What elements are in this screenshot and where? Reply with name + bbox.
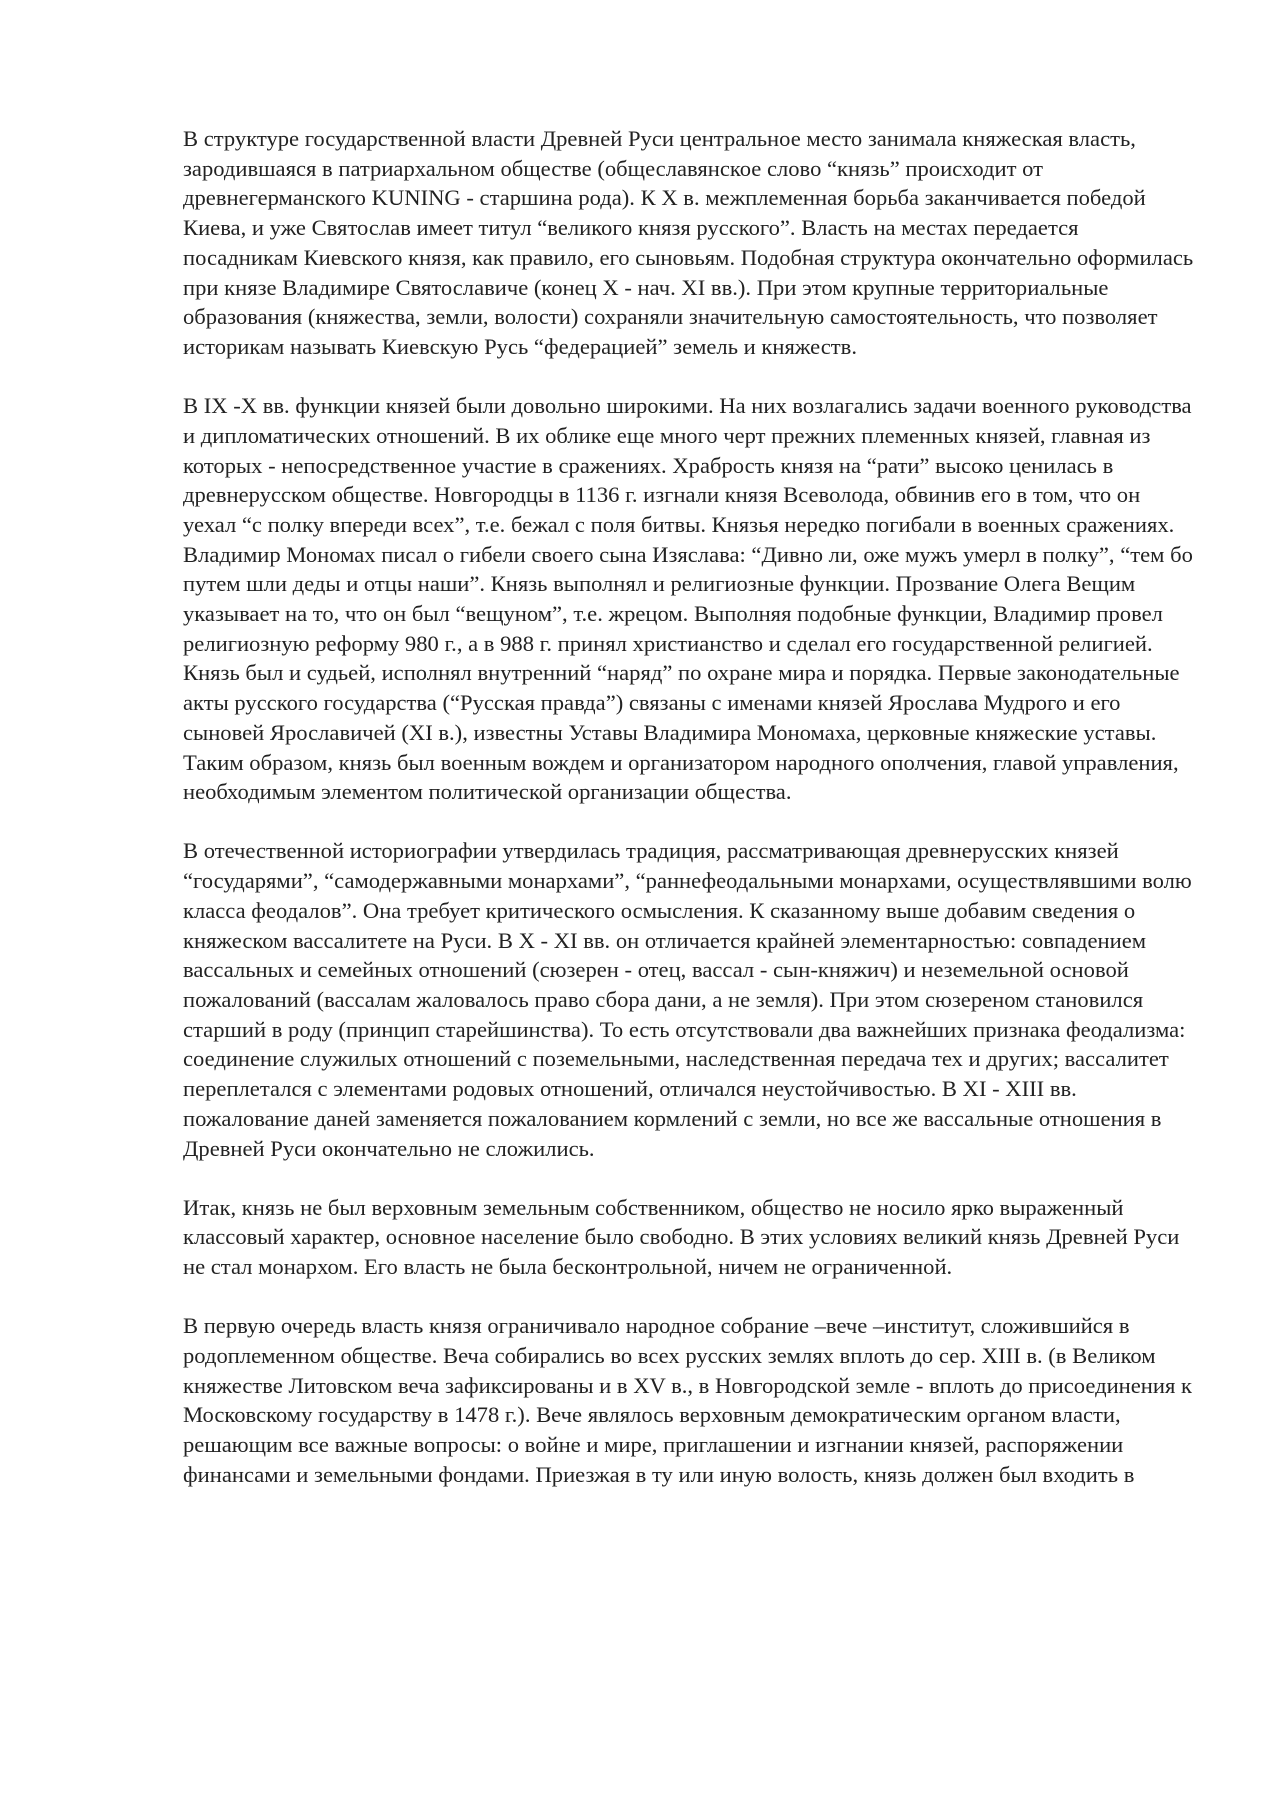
paragraph-veche: В первую очередь власть князя ограничивало народное собрание –вече –институт, сложившийся в родоплеменном обществе. Веча собирались во всех русских землях вплоть до сер. XIII в. (в Великом княжестве Литовском веча зафиксированы и в XV в., в Новгородской земле - вплоть до присоединения к Московскому государству в 1478 г.). Вече являлось верховным демократическим органом власти, решающим все важные вопросы: о войне и мире, приглашении и изгнании князей, распоряжении финансами и земельными фондами. Приезжая в ту или иную волость, князь должен был входить в [183,1313,1193,1487]
paragraph-conclusion: Итак, князь не был верховным земельным собственником, общество не носило ярко выраженный классовый характер, основное население было свободно. В этих условиях великий князь Древней Руси не стал монархом. Его власть не была бесконтрольной, ничем не ограниченной. [183,1194,1180,1280]
paragraph-prince-functions: В IX -X вв. функции князей были довольно широкими. На них возлагались задачи военного руководства и дипломатических отношений. В их облике еще много черт прежних племенных князей, главная из которых - непосредственное участие в сражениях. Храбрость князя на “рати” высоко ценилась в древнерусском обществе. Новгородцы в 1136 г. изгнали князя Всеволода, обвинив его в том, что он уехал “с полку впереди всех”, т.е. бежал с поля битвы. Князья нередко погибали в военных сражениях. Владимир Мономах писал о гибели своего сына Изяслава: “Дивно ли, оже мужъ умерл в полку”, “тем бо путем шли деды и отцы наши”. Князь выполнял и религиозные функции. Прозвание Олега Вещим указывает на то, что он был “вещуном”, т.е. жрецом. Выполняя подобные функции, Владимир провел религиозную реформу 980 г., а в 988 г. принял христианство и сделал его государственной религией. Князь был и судьей, исполнял внутренний “наряд” по охране мира и порядка. Первые законодательные акты русского государства (“Русская правда”) связаны с именами князей Ярослава Мудрого и его сыновей Ярославичей (XI в.), известны Уставы Владимира Мономаха, церковные княжеские уставы. Таким образом, князь был военным вождем и организатором народного ополчения, главой управления, необходимым элементом политической организации общества. [183,393,1193,805]
paragraph-historiography: В отечественной историографии утвердилась традиция, рассматривающая древнерусских князей “государями”, “самодержавными монархами”, “раннефеодальными монархами, осуществлявшими волю класса феодалов”. Она требует критического осмысления. К сказанному выше добавим сведения о княжеском вассалитете на Руси. В X - XI вв. он отличается крайней элементарностью: совпадением вассальных и семейных отношений (сюзерен - отец, вассал - сын-княжич) и неземельной основой пожалований (вассалам жаловалось право сбора дани, а не земля). При этом сюзереном становился старший в роду (принцип старейшинства). То есть отсутствовали два важнейших признака феодализма: соединение служилых отношений с поземельными, наследственная передача тех и других; вассалитет переплетался с элементами родовых отношений, отличался неустойчивостью. В XI - XIII вв. пожалование даней заменяется пожалованием кормлений с земли, но все же вассальные отношения в Древней Руси окончательно не сложились. [183,838,1192,1161]
paragraph-princely-power: В структуре государственной власти Древней Руси центральное место занимала княжеская власть, зародившаяся в патриархальном обществе (общеславянское слово “князь” происходит от древнегерманского KUNING - старшина рода). К X в. межплеменная борьба заканчивается победой Киева, и уже Святослав имеет титул “великого князя русского”. Власть на местах передается посадникам Киевского князя, как правило, его сыновьям. Подобная структура окончательно оформилась при князе Владимире Святославиче (конец X - нач. XI вв.). При этом крупные территориальные образования (княжества, земли, волости) сохраняли значительную самостоятельность, что позволяет историкам называть Киевскую Русь “федерацией” земель и княжеств. [183,126,1194,359]
document-body [183,124,1195,1519]
